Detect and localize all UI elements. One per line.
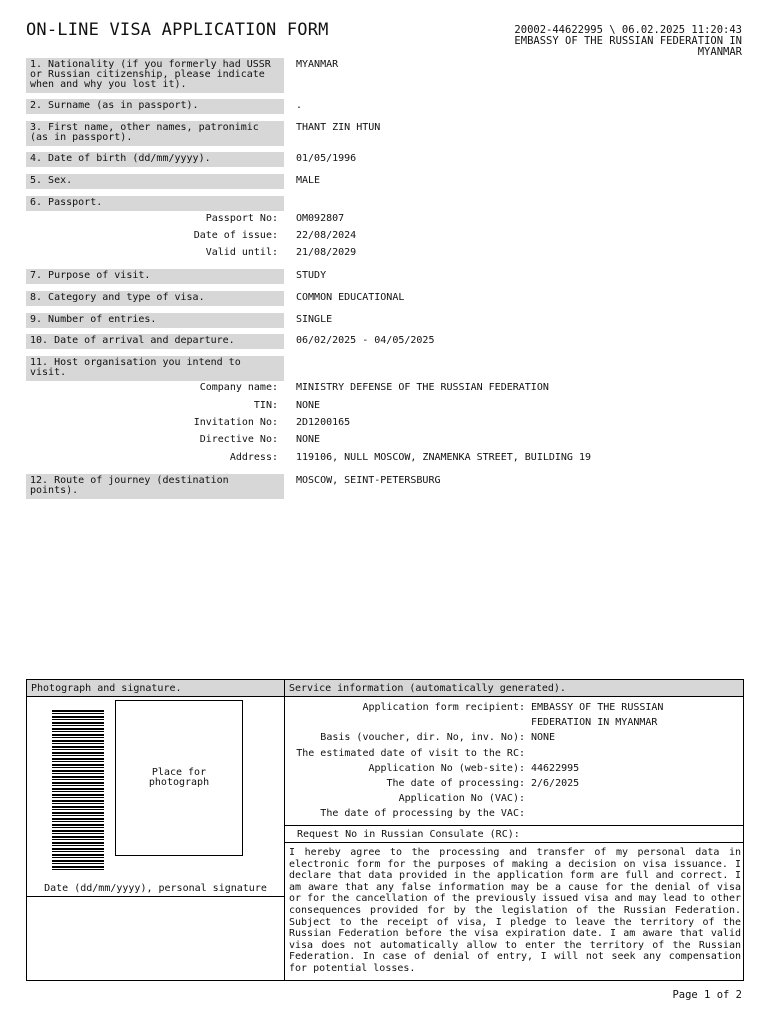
sub-value: 2D1200165: [296, 417, 351, 428]
field-label: 3. First name, other names, patronimic (as in passport).: [26, 121, 284, 146]
sub-value: MINISTRY DEFENSE OF THE RUSSIAN FEDERATION: [296, 382, 549, 393]
field-value: MYANMAR: [296, 59, 339, 70]
service-label: Basis (voucher, dir. No, inv. No):: [320, 732, 525, 744]
sub-value: NONE: [296, 400, 321, 411]
sub-value: 21/08/2029: [296, 247, 357, 258]
embassy-line-1: EMBASSY OF THE RUSSIAN FEDERATION IN: [514, 35, 742, 47]
date-signature-label: Date (dd/mm/yyyy), personal signature: [44, 883, 267, 894]
field-label: 12. Route of journey (destination points).: [26, 474, 284, 499]
field-value: STUDY: [296, 270, 327, 281]
field-label: 6. Passport.: [26, 196, 284, 211]
sub-label: Company name:: [199, 382, 278, 393]
field-value: 01/05/1996: [296, 153, 357, 164]
field-value: 06/02/2025 - 04/05/2025: [296, 335, 435, 346]
sub-label: Valid until:: [205, 247, 278, 258]
sub-label: TIN:: [253, 400, 278, 411]
service-row: [285, 715, 743, 730]
field-label: 9. Number of entries.: [26, 313, 284, 328]
field-value: THANT ZIN HTUN: [296, 122, 381, 133]
page-number: Page 1 of 2: [672, 989, 742, 1001]
field-label: 7. Purpose of visit.: [26, 269, 284, 284]
service-label: Application form recipient:: [362, 702, 525, 713]
service-info: [285, 700, 743, 822]
sub-value: 22/08/2024: [296, 230, 357, 241]
service-label: Application No (VAC):: [398, 793, 525, 805]
field-label: 2. Surname (as in passport).: [26, 99, 284, 114]
service-value: NONE: [531, 732, 556, 744]
service-row: [285, 746, 743, 761]
service-value: FEDERATION IN MYANMAR: [531, 717, 658, 729]
service-row: [285, 806, 743, 821]
sub-value: OM092807: [296, 213, 345, 224]
service-label: The estimated date of visit to the RC:: [296, 747, 525, 759]
sub-label: Directive No:: [199, 434, 278, 445]
sub-label: Date of issue:: [193, 230, 278, 241]
declaration-text: I hereby agree to the processing and transfer of my personal data in electronic form for the purposes of making a decision on visa issuance. I declare that data provided in the application form are full and correct. I am aware that any false information may be a cause for the denial of visa or for the cancellation of the previously issued visa and may lead to other consequences provided for by the legislation of the Russian Federation. Subject to the receipt of visa, I pledge to leave the territory of the Russian Federation before the visa expiration date. I am aware that valid visa does not automatically allow to enter the territory of the Russian Federation. In case of denial of entry, I will not seek any compensation for potential losses.: [289, 847, 741, 974]
field-value: MALE: [296, 175, 321, 186]
field-label: 10. Date of arrival and departure.: [26, 334, 284, 349]
service-label: Application No (web-site):: [368, 762, 525, 774]
service-row: [285, 761, 743, 776]
field-value: COMMON EDUCATIONAL: [296, 292, 405, 303]
divider: [285, 825, 743, 826]
service-label: The date of processing by the VAC:: [320, 808, 525, 820]
service-row: [285, 730, 743, 745]
service-header: Service information (automatically generated).: [285, 680, 743, 697]
divider: [285, 842, 743, 843]
sub-value: 119106, NULL MOSCOW, ZNAMENKA STREET, BUILDING 19: [296, 452, 592, 463]
photo-header: Photograph and signature.: [27, 680, 284, 697]
field-value: .: [296, 100, 303, 111]
photo-service-box: [26, 679, 744, 981]
request-number-label: Request No in Russian Consulate (RC):: [297, 829, 520, 840]
sub-label: Invitation No:: [193, 417, 278, 428]
divider: [27, 896, 284, 897]
service-value: 2/6/2025: [531, 777, 580, 789]
field-label: 1. Nationality (if you formerly had USSR or Russian citizenship, please indicate when and why you lost it).: [26, 58, 284, 93]
photo-placeholder-label: Place for photograph: [148, 767, 210, 788]
field-value: MOSCOW, SEINT-PETERSBURG: [296, 475, 441, 486]
sub-label: Address:: [229, 452, 278, 463]
service-row: [285, 791, 743, 806]
field-value: SINGLE: [296, 314, 333, 325]
field-label: 4. Date of birth (dd/mm/yyyy).: [26, 152, 284, 167]
field-label: 8. Category and type of visa.: [26, 291, 284, 306]
sub-label: Passport No:: [205, 213, 278, 224]
service-row: [285, 776, 743, 791]
service-value: EMBASSY OF THE RUSSIAN: [531, 702, 664, 713]
service-label: The date of processing:: [386, 777, 525, 789]
field-label: 11. Host organisation you intend to visit.: [26, 356, 284, 381]
service-value: 44622995: [531, 762, 580, 774]
field-label: 5. Sex.: [26, 174, 284, 189]
reference-line: 20002-44622995 \ 06.02.2025 11:20:43: [514, 24, 742, 36]
photo-placeholder: [115, 700, 243, 856]
header-reference: [514, 25, 742, 58]
barcode: [52, 710, 104, 872]
embassy-line-2: MYANMAR: [697, 46, 742, 58]
form-title: ON-LINE VISA APPLICATION FORM: [26, 20, 329, 40]
service-row: [285, 700, 743, 715]
sub-value: NONE: [296, 434, 321, 445]
